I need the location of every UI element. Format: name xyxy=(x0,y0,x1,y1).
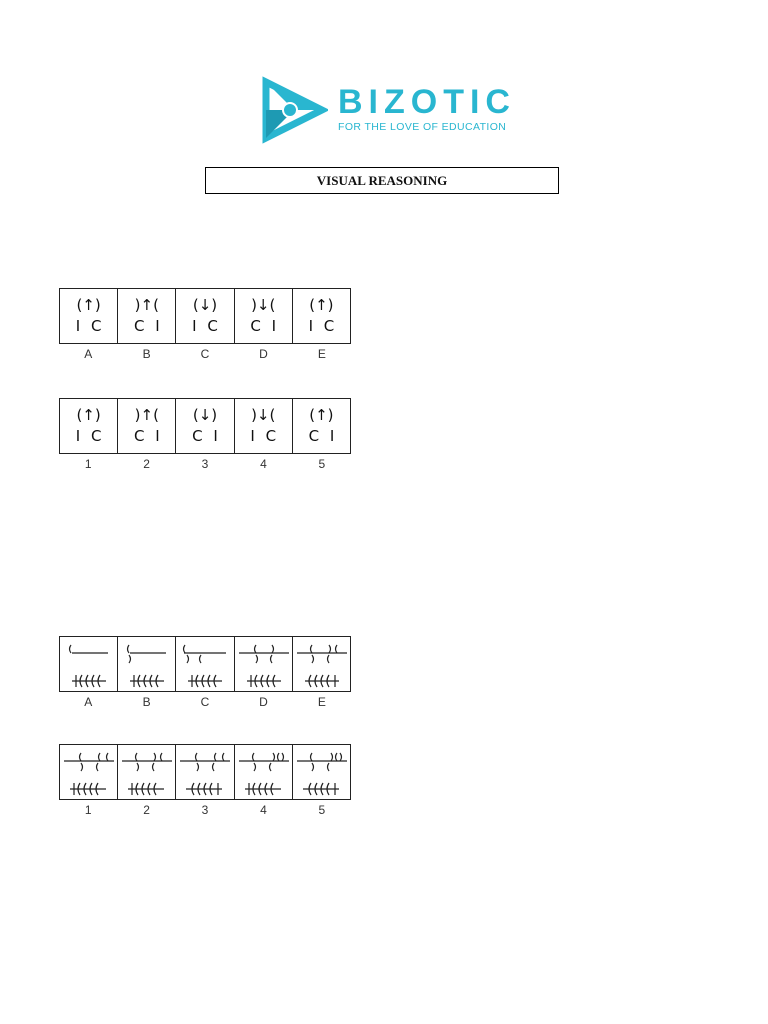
figure-bottom: I C xyxy=(250,427,277,445)
figure-label: D xyxy=(259,695,268,709)
q2-answer-figure-3[interactable] xyxy=(176,745,234,799)
q2-figure-a-drawing xyxy=(60,637,118,691)
q1-answer-figure-2[interactable] xyxy=(118,399,176,453)
q2-problem-figure-e xyxy=(293,637,350,691)
q2-problem-figures xyxy=(59,636,351,692)
q2-problem-labels xyxy=(59,695,351,709)
q2-problem-figure-c xyxy=(176,637,234,691)
q1-problem-figure-a xyxy=(60,289,118,343)
option-label: 2 xyxy=(143,457,150,471)
figure-top: (↓) xyxy=(192,406,218,424)
figure-bottom: C I xyxy=(250,317,277,335)
q2-option-2-drawing xyxy=(118,745,176,799)
option-label: 1 xyxy=(84,457,92,471)
option-label: 1 xyxy=(84,803,92,817)
q1-answer-figures xyxy=(59,398,351,454)
figure-label: A xyxy=(84,695,93,709)
figure-bottom: I C xyxy=(75,317,102,335)
figure-bottom: I C xyxy=(75,427,102,445)
page-title-text: VISUAL REASONING xyxy=(316,172,448,188)
q2-option-3-drawing xyxy=(176,745,234,799)
q1-problem-figure-c xyxy=(176,289,234,343)
figure-top: (↑) xyxy=(76,296,101,314)
q2-answer-figure-1[interactable] xyxy=(60,745,118,799)
figure-top: (↑) xyxy=(76,406,101,424)
figure-label: B xyxy=(142,695,151,709)
option-label: 3 xyxy=(201,803,209,817)
q2-answer-figures xyxy=(59,744,351,800)
figure-label: E xyxy=(317,695,326,709)
figure-label: C xyxy=(200,695,210,709)
q2-figure-d-drawing xyxy=(235,637,293,691)
q1-problem-labels xyxy=(59,347,351,361)
q1-answer-figure-3[interactable] xyxy=(176,399,234,453)
q2-answer-figure-4[interactable] xyxy=(235,745,293,799)
q1-answer-labels xyxy=(59,457,351,471)
figure-bottom: I C xyxy=(192,317,218,335)
logo-mark-icon xyxy=(256,76,328,144)
figure-bottom: I C xyxy=(308,317,335,335)
figure-label: A xyxy=(84,347,93,361)
q2-option-5-drawing xyxy=(293,745,351,799)
q2-problem-figure-a xyxy=(60,637,118,691)
option-label: 3 xyxy=(201,457,209,471)
figure-bottom: C I xyxy=(133,427,160,445)
figure-top: )↓( xyxy=(251,296,276,314)
figure-top: (↑) xyxy=(309,406,334,424)
q2-figure-b-drawing xyxy=(118,637,176,691)
q2-answer-figure-5[interactable] xyxy=(293,745,350,799)
q1-problem-figure-e xyxy=(293,289,350,343)
figure-label: D xyxy=(259,347,268,361)
figure-top: )↑( xyxy=(134,296,159,314)
figure-top: )↑( xyxy=(134,406,159,424)
q1-problem-figure-d xyxy=(235,289,293,343)
bizotic-logo xyxy=(256,76,516,146)
q2-answer-figure-2[interactable] xyxy=(118,745,176,799)
option-label: 4 xyxy=(260,457,267,471)
page-title xyxy=(205,167,559,194)
q2-figure-c-drawing xyxy=(176,637,234,691)
q2-option-4-drawing xyxy=(235,745,293,799)
figure-label: B xyxy=(142,347,151,361)
figure-bottom: C I xyxy=(192,427,218,445)
option-label: 2 xyxy=(143,803,150,817)
q1-answer-figure-5[interactable] xyxy=(293,399,350,453)
q1-answer-figure-1[interactable] xyxy=(60,399,118,453)
q2-answer-labels xyxy=(59,803,351,817)
figure-top: (↓) xyxy=(192,296,218,314)
q2-option-1-drawing xyxy=(60,745,118,799)
option-label: 5 xyxy=(318,803,326,817)
option-label: 5 xyxy=(318,457,326,471)
q2-figure-e-drawing xyxy=(293,637,351,691)
figure-top: )↓( xyxy=(251,406,276,424)
q2-problem-figure-b xyxy=(118,637,176,691)
figure-label: C xyxy=(200,347,210,361)
figure-label: E xyxy=(317,347,326,361)
brand-tagline: FOR THE LOVE OF EDUCATION xyxy=(338,121,507,133)
option-label: 4 xyxy=(260,803,267,817)
q1-problem-figures xyxy=(59,288,351,344)
figure-top: (↑) xyxy=(309,296,334,314)
q1-problem-figure-b xyxy=(118,289,176,343)
figure-bottom: C I xyxy=(308,427,335,445)
brand-name: BIZOTIC xyxy=(338,83,516,121)
figure-bottom: C I xyxy=(133,317,160,335)
q2-problem-figure-d xyxy=(235,637,293,691)
q1-answer-figure-4[interactable] xyxy=(235,399,293,453)
